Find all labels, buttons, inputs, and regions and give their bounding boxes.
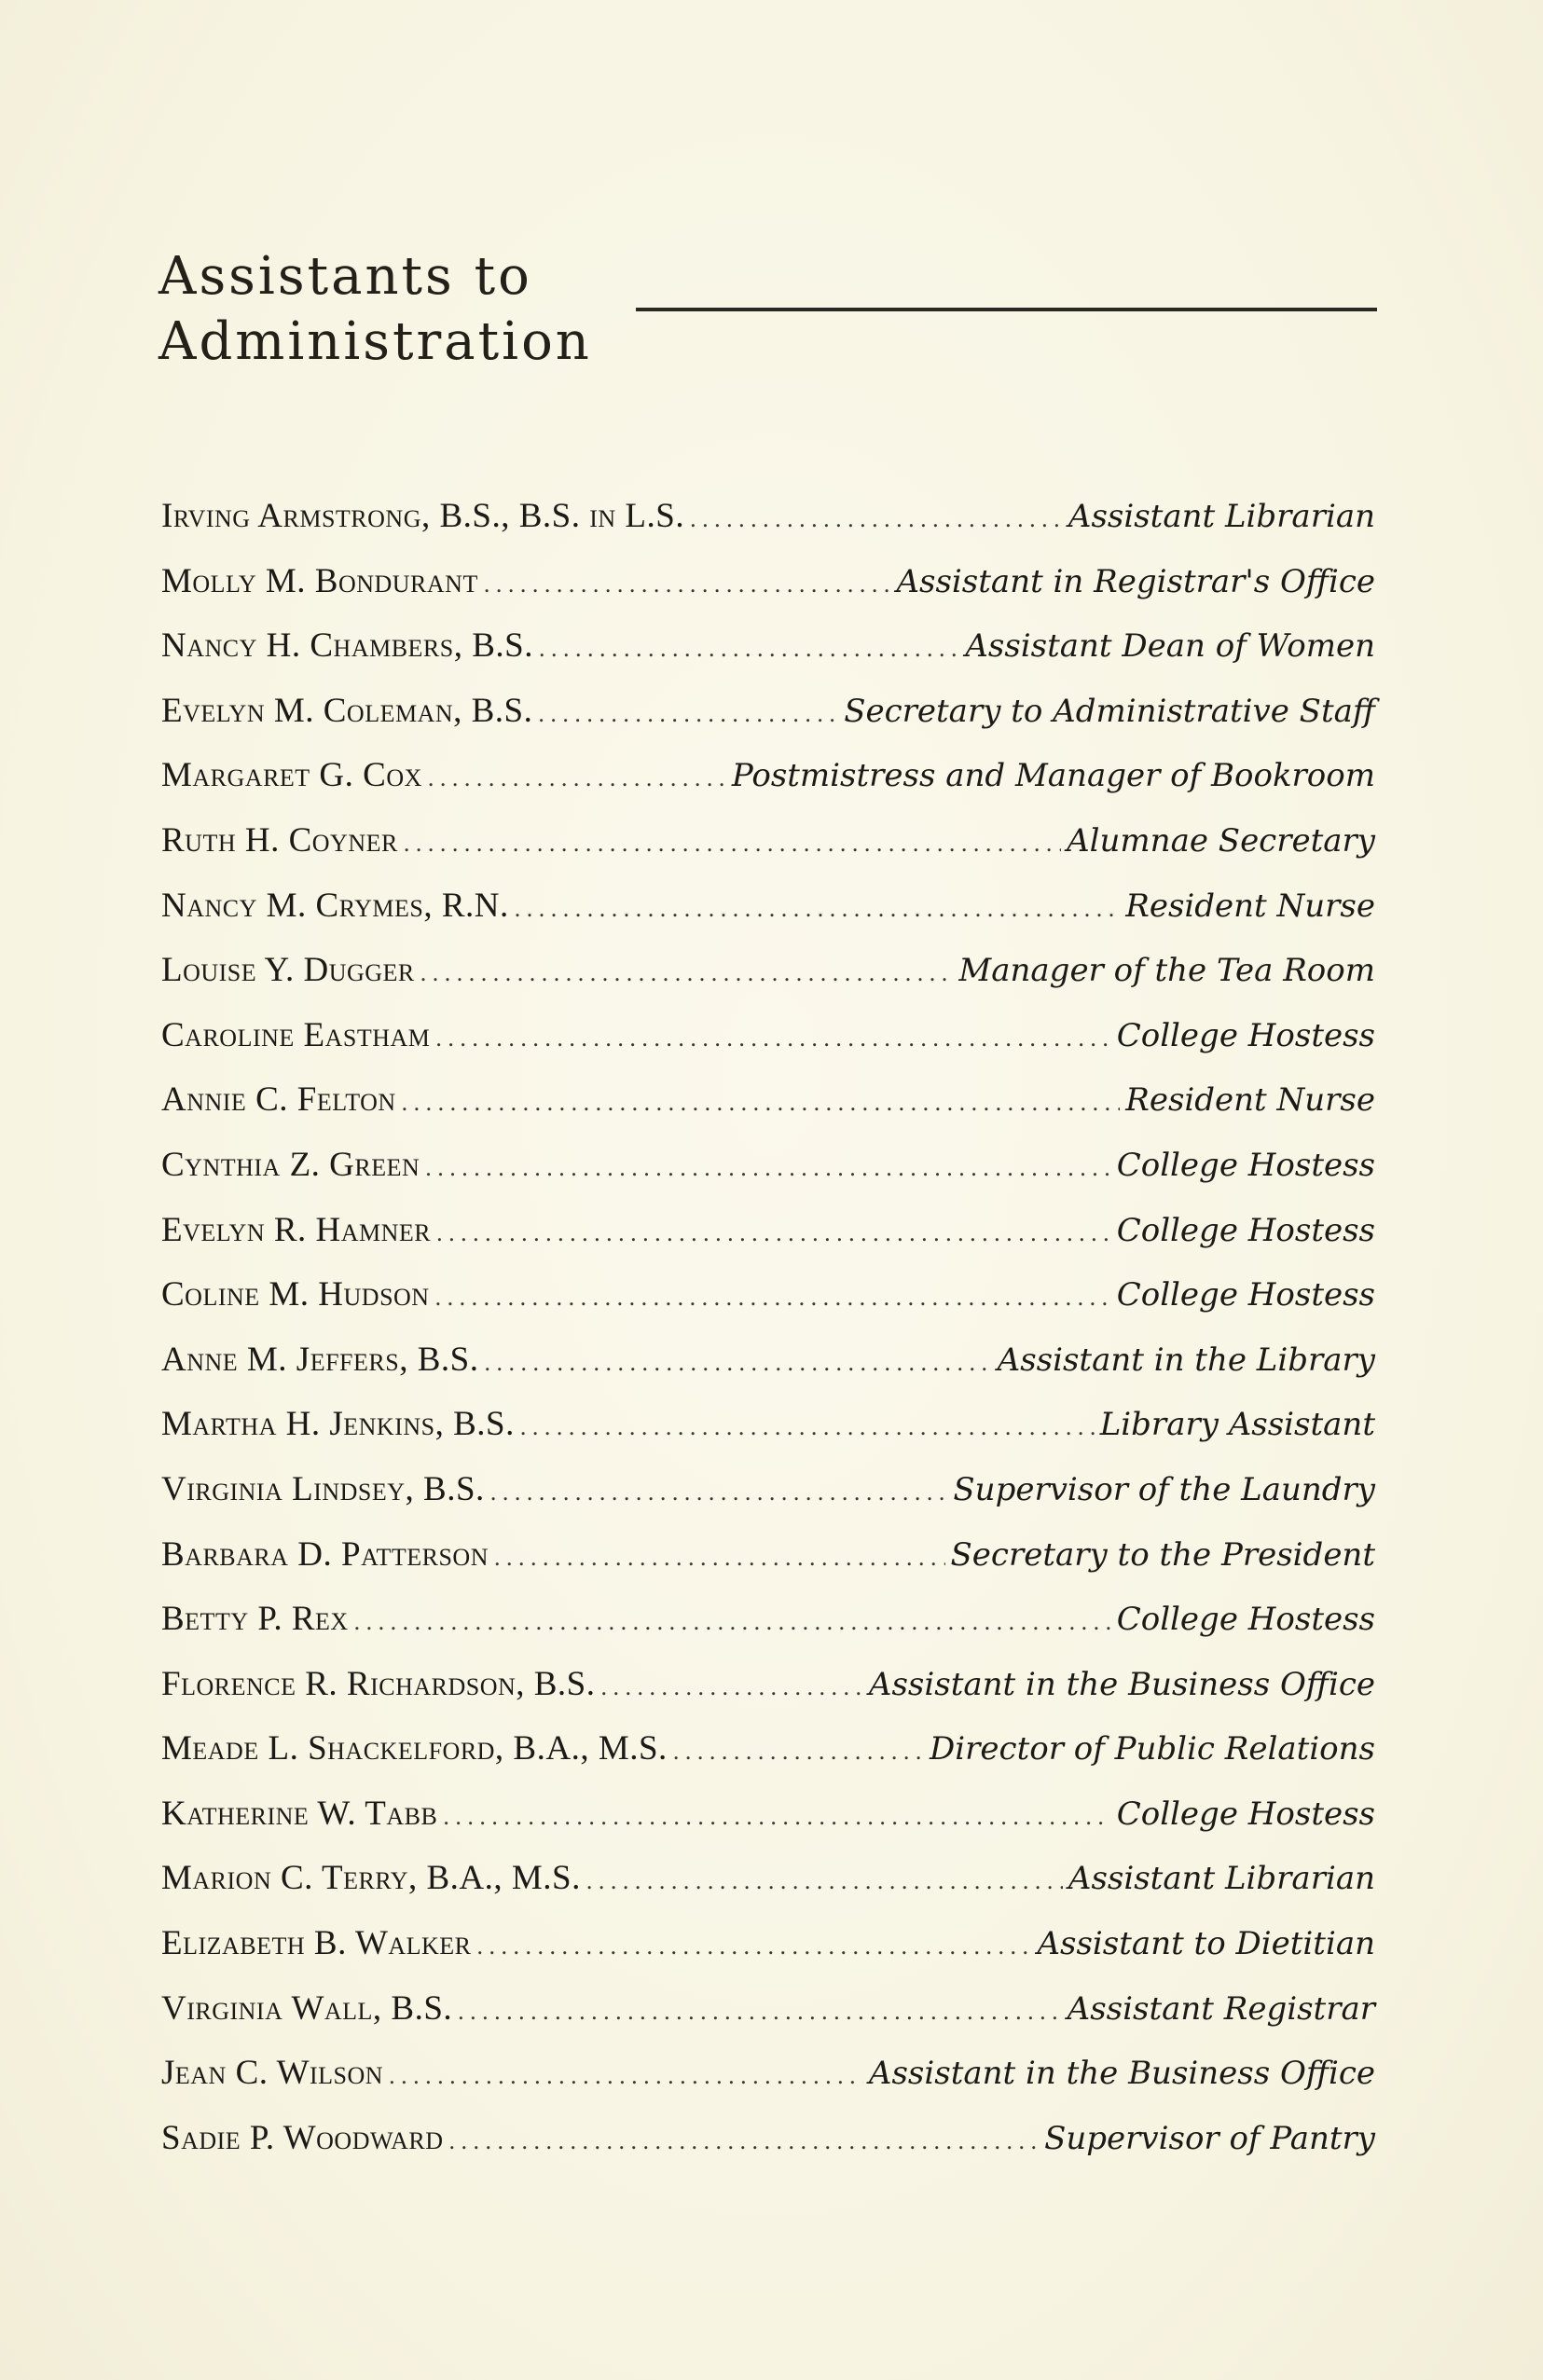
staff-title: College Hostess — [1116, 1601, 1375, 1639]
dot-leader — [515, 876, 1120, 942]
roster-entry — [161, 1067, 1375, 1133]
dot-leader — [494, 1525, 945, 1590]
dot-leader — [354, 1589, 1111, 1655]
staff-title: Supervisor of the Laundry — [953, 1470, 1375, 1508]
roster-entry — [161, 1587, 1375, 1652]
dot-leader — [389, 2043, 863, 2109]
staff-title: Secretary to Administrative Staff — [844, 692, 1375, 730]
staff-name: Louise Y. Dugger — [161, 951, 415, 990]
dot-leader — [586, 1849, 1063, 1914]
staff-name: Elizabeth B. Walker — [161, 1924, 472, 1963]
roster-entry — [161, 938, 1375, 1003]
dot-leader — [458, 1979, 1062, 2044]
staff-name: Cynthia Z. Green — [161, 1145, 420, 1184]
staff-name: Margaret G. Cox — [161, 756, 422, 795]
staff-name: Barbara D. Patterson — [161, 1534, 489, 1574]
staff-title: Resident Nurse — [1125, 1081, 1375, 1120]
staff-title: Library Assistant — [1099, 1406, 1375, 1444]
staff-name: Annie C. Felton — [161, 1080, 396, 1120]
roster-entry — [161, 1911, 1375, 1976]
roster-entry — [161, 2106, 1375, 2171]
staff-name: Marion C. Terry, B.A., M.S. — [161, 1859, 581, 1898]
staff-name: Jean C. Wilson — [161, 2054, 384, 2093]
heading-line-2: Administration — [158, 311, 592, 372]
staff-title: Secretary to the President — [950, 1535, 1375, 1574]
staff-name: Betty P. Rex — [161, 1600, 349, 1639]
roster-entry — [161, 2041, 1375, 2106]
dot-leader — [428, 746, 726, 811]
dot-leader — [673, 1719, 924, 1784]
dot-leader — [402, 1070, 1121, 1135]
staff-title: Resident Nurse — [1125, 887, 1375, 925]
roster-entry — [161, 613, 1375, 679]
roster-entry — [161, 1392, 1375, 1457]
staff-name: Ruth H. Coyner — [161, 820, 398, 860]
dot-leader — [601, 1655, 863, 1720]
staff-title: Assistant in Registrar's Office — [896, 562, 1375, 600]
staff-title: College Hostess — [1116, 1276, 1375, 1314]
staff-title: Manager of the Tea Room — [958, 952, 1375, 990]
roster-entry — [161, 1133, 1375, 1198]
staff-title: Assistant in the Business Office — [868, 2055, 1375, 2093]
roster-entry — [161, 1976, 1375, 2042]
dot-leader — [435, 1265, 1111, 1330]
dot-leader — [538, 681, 838, 747]
section-heading — [158, 244, 1389, 384]
dot-leader — [404, 811, 1061, 876]
dot-leader — [484, 1330, 991, 1396]
staff-name: Sadie P. Woodward — [161, 2118, 444, 2157]
staff-title: Assistant Registrar — [1067, 1989, 1375, 2028]
roster-entry — [161, 1262, 1375, 1328]
roster-entry — [161, 1782, 1375, 1847]
staff-title: Postmistress and Manager of Bookroom — [731, 757, 1375, 795]
heading-line-1: Assistants to — [158, 246, 532, 307]
staff-name: Martha H. Jenkins, B.S. — [161, 1405, 515, 1444]
staff-title: College Hostess — [1116, 1211, 1375, 1249]
roster-entry — [161, 1328, 1375, 1393]
dot-leader — [420, 941, 954, 1006]
roster-entry — [161, 1652, 1375, 1717]
staff-name: Katherine W. Tabb — [161, 1794, 438, 1833]
staff-name: Coline M. Hudson — [161, 1275, 430, 1314]
staff-name: Nancy H. Chambers, B.S. — [161, 626, 533, 666]
staff-name: Evelyn M. Coleman, B.S. — [161, 691, 533, 730]
staff-title: Assistant Librarian — [1068, 498, 1375, 535]
staff-name: Caroline Eastham — [161, 1015, 431, 1054]
staff-title: Alumnae Secretary — [1067, 821, 1375, 860]
dot-leader — [435, 1006, 1110, 1071]
roster-entry — [161, 1522, 1375, 1588]
roster-entry — [161, 874, 1375, 939]
staff-roster — [161, 484, 1375, 2170]
staff-name: Virginia Wall, B.S. — [161, 1988, 453, 2028]
staff-name: Anne M. Jeffers, B.S. — [161, 1340, 479, 1379]
staff-title: Assistant in the Business Office — [868, 1665, 1375, 1703]
staff-name: Meade L. Shackelford, B.A., M.S. — [161, 1729, 668, 1768]
roster-entry — [161, 1457, 1375, 1522]
staff-name: Nancy M. Crymes, R.N. — [161, 886, 509, 925]
staff-name: Molly M. Bondurant — [161, 561, 478, 600]
staff-title: College Hostess — [1116, 1146, 1375, 1184]
roster-entry — [161, 1716, 1375, 1782]
roster-entry — [161, 743, 1375, 808]
staff-title: Assistant Dean of Women — [965, 627, 1375, 666]
staff-title: Assistant Librarian — [1068, 1860, 1375, 1898]
dot-leader — [443, 1784, 1110, 1850]
roster-entry — [161, 1003, 1375, 1068]
dot-leader — [490, 1460, 948, 1525]
roster-entry — [161, 549, 1375, 614]
staff-title: Supervisor of Pantry — [1044, 2119, 1375, 2157]
staff-title: College Hostess — [1116, 1016, 1375, 1054]
dot-leader — [436, 1201, 1111, 1266]
staff-name: Virginia Lindsey, B.S. — [161, 1469, 485, 1508]
dot-leader — [520, 1395, 1095, 1460]
dot-leader — [477, 1914, 1032, 1979]
staff-title: Director of Public Relations — [930, 1730, 1375, 1768]
dot-leader — [425, 1135, 1110, 1201]
staff-name: Evelyn R. Hamner — [161, 1210, 432, 1249]
heading-rule — [636, 308, 1377, 311]
staff-name: Irving Armstrong, B.S., B.S. in L.S. — [161, 497, 685, 535]
dot-leader — [690, 487, 1063, 552]
staff-title: College Hostess — [1116, 1795, 1375, 1833]
roster-entry — [161, 1198, 1375, 1263]
staff-name: Florence R. Richardson, B.S. — [161, 1664, 596, 1703]
dot-leader — [449, 2109, 1040, 2174]
staff-title: Assistant in the Library — [997, 1341, 1375, 1379]
roster-entry — [161, 808, 1375, 874]
roster-entry — [161, 1846, 1375, 1911]
roster-entry — [161, 679, 1375, 744]
roster-entry — [161, 484, 1375, 549]
dot-leader — [539, 616, 959, 681]
staff-title: Assistant to Dietitian — [1037, 1925, 1375, 1963]
dot-leader — [484, 552, 891, 617]
